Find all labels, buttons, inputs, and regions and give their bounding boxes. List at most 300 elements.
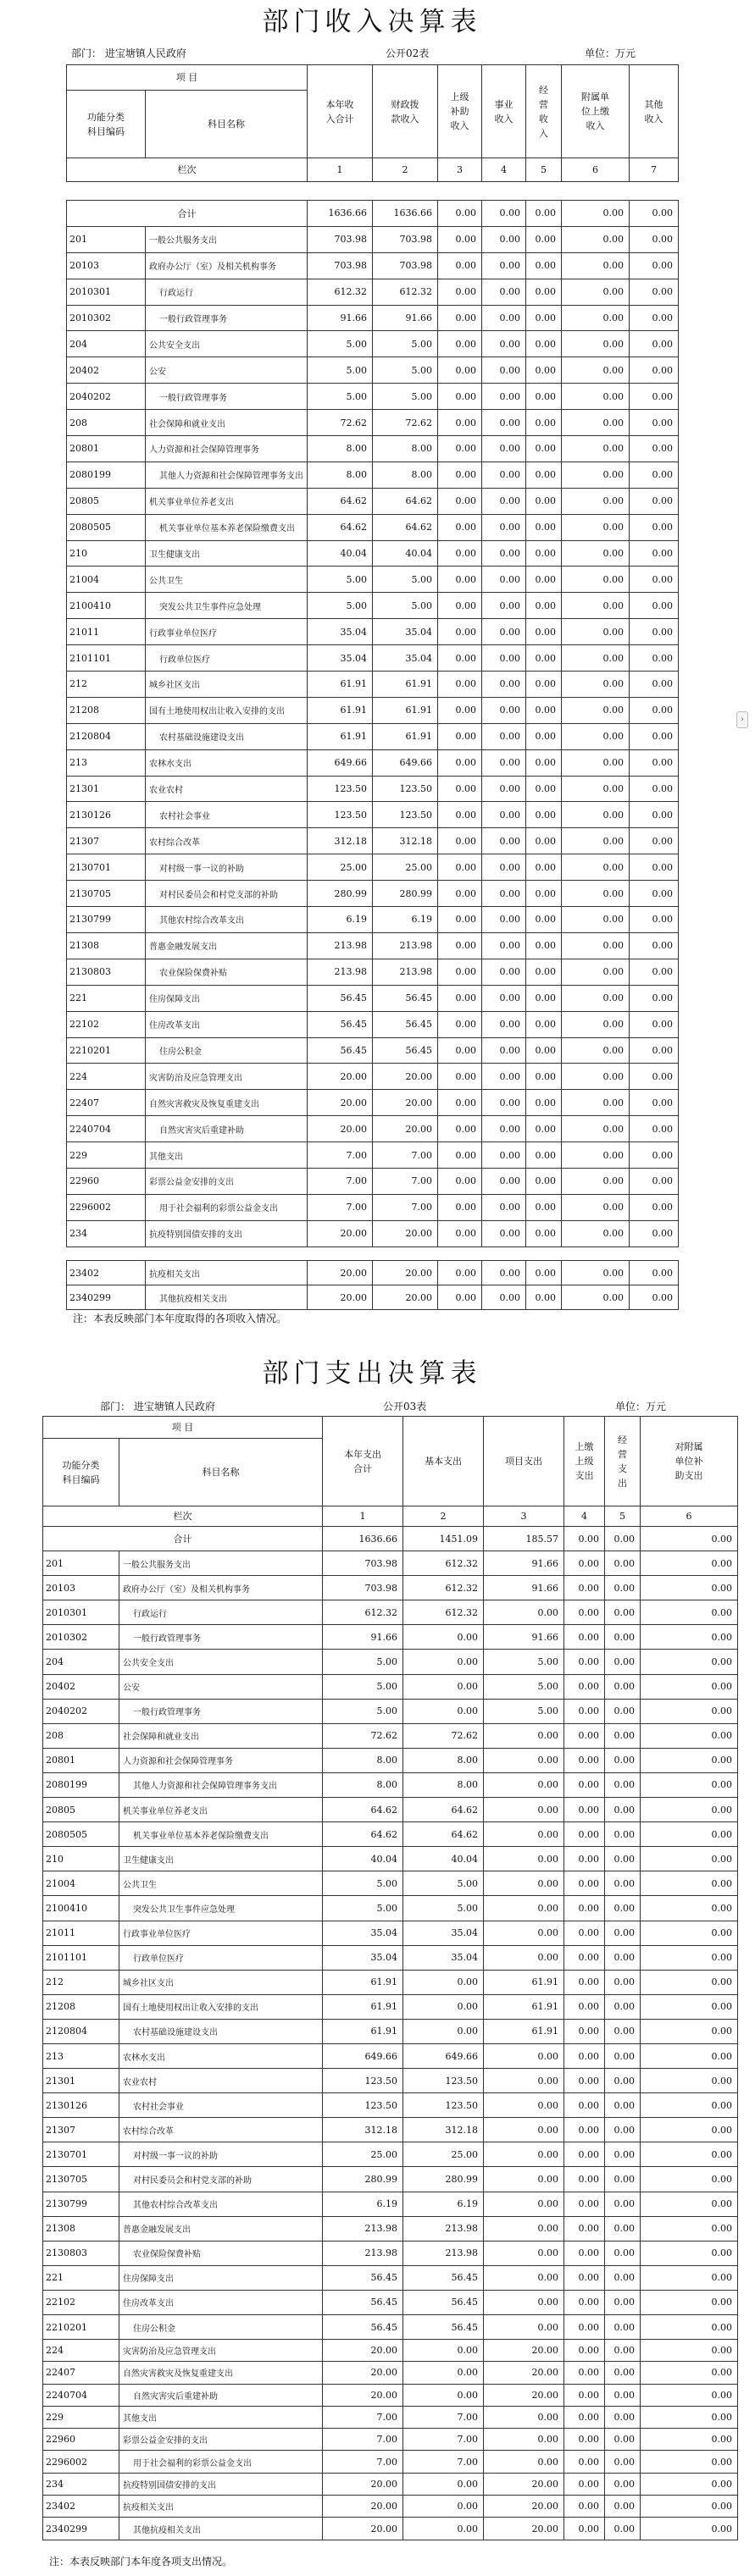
table-cell: 0.00 (484, 2192, 564, 2216)
table-cell: 0.00 (562, 619, 630, 645)
table-cell: 0.00 (482, 331, 526, 357)
table-cell: 5.00 (308, 593, 373, 619)
table-cell: 64.62 (373, 488, 438, 514)
income-col-num: 4 (482, 158, 526, 182)
table-cell: 0.00 (438, 201, 482, 227)
table-cell: 政府办公厅（室）及相关机构事务 (119, 1576, 323, 1600)
side-scroll-icon[interactable]: › (736, 711, 748, 728)
table-cell: 234 (67, 1220, 146, 1247)
table-cell: 0.00 (641, 2340, 738, 2362)
table-cell: 0.00 (438, 1064, 482, 1090)
table-cell: 0.00 (605, 2315, 641, 2340)
table-cell: 649.66 (373, 749, 438, 776)
table-cell: 0.00 (630, 776, 679, 802)
table-cell: 其他支出 (146, 1142, 308, 1169)
table-cell: 91.66 (484, 1551, 564, 1576)
table-cell: 6.19 (323, 2192, 403, 2216)
table-cell: 5.00 (308, 567, 373, 593)
table-cell: 0.00 (630, 697, 679, 723)
table-cell: 0.00 (564, 2216, 605, 2241)
table-cell: 0.00 (438, 1116, 482, 1142)
table-cell: 0.00 (562, 384, 630, 410)
table-cell: 123.50 (373, 776, 438, 802)
table-cell: 0.00 (630, 593, 679, 619)
table-cell: 40.04 (323, 1847, 403, 1871)
table-cell: 0.00 (641, 2265, 738, 2290)
table-cell: 22407 (67, 1090, 146, 1116)
table-cell: 0.00 (564, 1674, 605, 1699)
table-cell: 自然灾害灾后重建补助 (119, 2384, 323, 2406)
table-cell: 0.00 (562, 985, 630, 1011)
table-cell: 123.50 (323, 2093, 403, 2118)
table-cell: 213.98 (323, 2241, 403, 2265)
table-cell: 0.00 (564, 2043, 605, 2068)
table-cell: 0.00 (641, 1921, 738, 1945)
table-cell: 0.00 (630, 1037, 679, 1064)
table-cell: 2010302 (43, 1625, 119, 1650)
table-cell: 0.00 (438, 1090, 482, 1116)
table-cell: 2130799 (67, 907, 146, 933)
table-cell: 21308 (67, 932, 146, 959)
table-cell: 公安 (119, 1674, 323, 1699)
table-cell: 123.50 (323, 2069, 403, 2093)
table-cell: 其他支出 (119, 2406, 323, 2428)
table-row (43, 2216, 738, 2241)
table-cell: 0.00 (641, 2167, 738, 2192)
table-cell: 0.00 (641, 1798, 738, 1822)
table-cell: 0.00 (641, 1723, 738, 1748)
table-cell: 0.00 (562, 645, 630, 672)
table-cell: 61.91 (308, 672, 373, 698)
table-cell: 0.00 (630, 985, 679, 1011)
income-unit: 单位：万元 (585, 47, 636, 59)
table-cell: 0.00 (526, 1142, 562, 1169)
table-cell: 21004 (43, 1871, 119, 1896)
table-cell: 0.00 (526, 384, 562, 410)
table-cell: 对村级一事一议的补助 (146, 854, 308, 881)
table-cell: 0.00 (605, 1699, 641, 1723)
table-cell: 0.00 (564, 2340, 605, 2362)
table-cell: 0.00 (641, 1674, 738, 1699)
table-cell: 0.00 (564, 2241, 605, 2265)
table-cell: 抗疫特别国债安排的支出 (146, 1220, 308, 1247)
table-row (43, 2118, 738, 2142)
table-cell: 0.00 (438, 226, 482, 252)
table-row (43, 1699, 738, 1723)
table-cell: 0.00 (641, 1896, 738, 1921)
table-row (43, 2290, 738, 2314)
table-cell: 8.00 (308, 462, 373, 488)
expense-note: 注：本表反映部门本年度各项支出情况。 (49, 2556, 233, 2568)
table-cell: 0.00 (482, 1220, 526, 1247)
table-cell: 280.99 (403, 2167, 484, 2192)
table-cell: 2100410 (43, 1896, 119, 1921)
table-row (67, 985, 679, 1011)
table-cell: 0.00 (484, 1945, 564, 1970)
table-cell: 0.00 (641, 1625, 738, 1650)
income-col-header: 本年收 入合计 (308, 65, 373, 158)
table-cell: 政府办公厅（室）及相关机构事务 (146, 252, 308, 279)
table-cell: 0.00 (438, 907, 482, 933)
table-row (67, 932, 679, 959)
table-cell: 213.98 (308, 932, 373, 959)
table-cell: 7.00 (403, 2406, 484, 2428)
table-cell: 0.00 (564, 2290, 605, 2314)
table-cell: 0.00 (526, 828, 562, 854)
table-cell: 0.00 (526, 619, 562, 645)
income-col-num: 5 (526, 158, 562, 182)
income-form-no: 公开02表 (386, 47, 430, 59)
table-cell: 20.00 (484, 2473, 564, 2495)
table-cell: 40.04 (403, 1847, 484, 1871)
table-row (43, 2496, 738, 2518)
table-row (43, 1970, 738, 1994)
table-cell: 0.00 (562, 567, 630, 593)
table-cell: 0.00 (641, 2429, 738, 2451)
table-cell: 其他农村综合改革支出 (119, 2192, 323, 2216)
table-cell: 5.00 (323, 1674, 403, 1699)
table-cell: 普惠金融发展支出 (119, 2216, 323, 2241)
table-cell: 0.00 (564, 2019, 605, 2043)
table-cell: 住房公积金 (119, 2315, 323, 2340)
table-cell: 2080505 (43, 1822, 119, 1847)
table-cell: 21307 (43, 2118, 119, 2142)
table-cell: 0.00 (564, 1798, 605, 1822)
table-cell: 对村民委员会和村党支部的补助 (119, 2167, 323, 2192)
table-cell: 0.00 (605, 2406, 641, 2428)
table-cell: 0.00 (484, 2142, 564, 2167)
table-cell: 0.00 (526, 749, 562, 776)
table-cell: 其他抗疫相关支出 (119, 2518, 323, 2540)
table-cell: 0.00 (438, 514, 482, 540)
expense-body-table-2 (42, 2339, 738, 2540)
table-cell: 0.00 (564, 2473, 605, 2495)
table-cell: 23402 (43, 2496, 119, 2518)
table-cell: 5.00 (323, 1699, 403, 1723)
table-cell: 8.00 (403, 1748, 484, 1772)
table-cell: 7.00 (323, 2406, 403, 2428)
table-cell: 0.00 (641, 1871, 738, 1896)
table-cell: 0.00 (403, 2496, 484, 2518)
table-row (43, 1723, 738, 1748)
table-cell: 5.00 (373, 384, 438, 410)
table-cell: 612.32 (308, 279, 373, 305)
table-cell: 0.00 (482, 776, 526, 802)
table-cell: 住房改革支出 (146, 1011, 308, 1037)
table-cell: 224 (43, 2340, 119, 2362)
table-cell: 0.00 (484, 2118, 564, 2142)
table-cell: 8.00 (308, 436, 373, 462)
table-cell: 0.00 (438, 384, 482, 410)
table-cell: 住房保障支出 (119, 2265, 323, 2290)
table-cell: 0.00 (482, 279, 526, 305)
table-cell: 合计 (67, 201, 308, 227)
table-cell: 0.00 (630, 1220, 679, 1247)
table-cell: 0.00 (605, 1921, 641, 1945)
table-cell: 0.00 (630, 462, 679, 488)
table-cell: 0.00 (526, 959, 562, 985)
table-cell: 0.00 (482, 619, 526, 645)
table-cell: 0.00 (605, 2241, 641, 2265)
table-cell: 机关事业单位养老支出 (146, 488, 308, 514)
table-cell: 280.99 (373, 881, 438, 907)
expense-col-header: 对附属 单位补 助支出 (641, 1417, 738, 1506)
table-cell: 6.19 (308, 907, 373, 933)
table-cell: 20402 (67, 357, 146, 384)
table-cell: 25.00 (403, 2142, 484, 2167)
table-row (43, 2265, 738, 2290)
table-cell: 0.00 (605, 2118, 641, 2142)
table-cell: 22960 (67, 1168, 146, 1194)
table-cell: 0.00 (438, 985, 482, 1011)
table-row (67, 802, 679, 828)
income-dept: 部门： 进宝塘镇人民政府 (71, 47, 186, 59)
table-cell: 0.00 (526, 854, 562, 881)
table-cell: 0.00 (605, 1748, 641, 1772)
expense-code-header: 功能分类 科目编码 (43, 1439, 119, 1506)
table-row (67, 540, 679, 567)
table-cell: 20.00 (308, 1090, 373, 1116)
table-cell: 0.00 (641, 2451, 738, 2473)
table-row (43, 1847, 738, 1871)
table-cell: 0.00 (438, 959, 482, 985)
table-cell: 0.00 (484, 2167, 564, 2192)
table-cell: 0.00 (526, 252, 562, 279)
table-cell: 0.00 (482, 802, 526, 828)
table-row (43, 1650, 738, 1674)
table-cell: 0.00 (526, 357, 562, 384)
table-row (43, 1772, 738, 1797)
table-cell: 农村基础设施建设支出 (119, 2019, 323, 2043)
table-row (67, 279, 679, 305)
table-cell: 0.00 (605, 2451, 641, 2473)
table-cell: 20805 (67, 488, 146, 514)
table-cell: 612.32 (323, 1600, 403, 1625)
table-cell: 公安 (146, 357, 308, 384)
table-cell: 56.45 (308, 1037, 373, 1064)
table-cell: 0.00 (564, 1772, 605, 1797)
table-cell: 0.00 (526, 697, 562, 723)
table-cell: 0.00 (562, 1261, 630, 1285)
table-row (67, 436, 679, 462)
table-cell: 2010302 (67, 305, 146, 331)
table-cell: 0.00 (562, 1064, 630, 1090)
table-cell: 64.62 (323, 1798, 403, 1822)
table-row (43, 2167, 738, 2192)
table-cell: 0.00 (562, 410, 630, 436)
table-cell: 0.00 (564, 2192, 605, 2216)
table-cell: 703.98 (323, 1576, 403, 1600)
table-cell: 0.00 (564, 2142, 605, 2167)
table-row (43, 2362, 738, 2384)
table-cell: 普惠金融发展支出 (146, 932, 308, 959)
table-cell: 1451.09 (403, 1527, 484, 1551)
table-cell: 0.00 (482, 645, 526, 672)
table-row (67, 828, 679, 854)
income-body-table (66, 200, 679, 1247)
table-cell: 0.00 (526, 672, 562, 698)
table-cell: 农村基础设施建设支出 (146, 723, 308, 749)
table-cell: 91.66 (484, 1576, 564, 1600)
expense-col-header: 经 营 支 出 (605, 1417, 641, 1506)
income-col-header: 事业 收入 (482, 65, 526, 158)
table-cell: 224 (67, 1064, 146, 1090)
table-row (43, 2429, 738, 2451)
table-cell: 23402 (67, 1261, 146, 1285)
table-cell: 0.00 (605, 2093, 641, 2118)
table-cell: 农业农村 (146, 776, 308, 802)
table-cell: 7.00 (373, 1194, 438, 1220)
table-cell: 25.00 (373, 854, 438, 881)
table-cell: 20805 (43, 1798, 119, 1822)
table-cell: 0.00 (605, 2019, 641, 2043)
table-cell: 0.00 (630, 1011, 679, 1037)
total-row (67, 201, 679, 227)
table-cell: 0.00 (564, 1822, 605, 1847)
table-cell: 2296002 (43, 2451, 119, 2473)
table-cell: 0.00 (630, 436, 679, 462)
table-cell: 20.00 (323, 2384, 403, 2406)
table-cell: 21301 (67, 776, 146, 802)
table-cell: 住房改革支出 (119, 2290, 323, 2314)
table-cell: 2340299 (43, 2518, 119, 2540)
table-cell: 0.00 (562, 252, 630, 279)
table-cell: 123.50 (403, 2093, 484, 2118)
table-cell: 0.00 (641, 2496, 738, 2518)
table-cell: 0.00 (403, 2340, 484, 2362)
table-cell: 0.00 (482, 384, 526, 410)
table-cell: 卫生健康支出 (119, 1847, 323, 1871)
table-cell: 56.45 (308, 1011, 373, 1037)
table-cell: 0.00 (641, 1970, 738, 1994)
table-cell: 56.45 (373, 1011, 438, 1037)
table-row (43, 2241, 738, 2265)
table-cell: 21004 (67, 567, 146, 593)
income-header-table (66, 64, 679, 182)
table-cell: 649.66 (308, 749, 373, 776)
table-cell: 0.00 (564, 1994, 605, 2019)
table-cell: 0.00 (630, 672, 679, 698)
table-cell: 0.00 (630, 201, 679, 227)
table-cell: 91.66 (308, 305, 373, 331)
table-cell: 0.00 (484, 1871, 564, 1896)
table-cell: 61.91 (308, 697, 373, 723)
table-cell: 一般行政管理事务 (146, 305, 308, 331)
table-cell: 0.00 (562, 776, 630, 802)
table-cell: 0.00 (562, 828, 630, 854)
table-cell: 0.00 (630, 384, 679, 410)
table-cell: 1636.66 (308, 201, 373, 227)
table-cell: 0.00 (438, 932, 482, 959)
table-cell: 0.00 (526, 1064, 562, 1090)
table-row (67, 619, 679, 645)
table-cell: 0.00 (482, 252, 526, 279)
table-cell: 213.98 (373, 959, 438, 985)
table-cell: 0.00 (438, 357, 482, 384)
table-cell: 35.04 (323, 1945, 403, 1970)
table-cell: 35.04 (308, 619, 373, 645)
table-cell: 2080199 (43, 1772, 119, 1797)
table-row (67, 1116, 679, 1142)
table-cell: 61.91 (484, 2019, 564, 2043)
table-cell: 21308 (43, 2216, 119, 2241)
table-cell: 0.00 (641, 2406, 738, 2428)
table-cell: 5.00 (373, 567, 438, 593)
table-cell: 突发公共卫生事件应急处理 (146, 593, 308, 619)
table-cell: 0.00 (482, 436, 526, 462)
table-cell: 0.00 (403, 1970, 484, 1994)
table-cell: 0.00 (564, 1871, 605, 1896)
table-cell: 机关事业单位养老支出 (119, 1798, 323, 1822)
table-row (67, 1194, 679, 1220)
table-cell: 56.45 (373, 985, 438, 1011)
table-cell: 0.00 (630, 907, 679, 933)
table-cell: 0.00 (438, 749, 482, 776)
table-cell: 56.45 (403, 2265, 484, 2290)
table-cell: 5.00 (308, 331, 373, 357)
table-cell: 2130701 (43, 2142, 119, 2167)
table-cell: 0.00 (630, 1261, 679, 1285)
table-cell: 0.00 (438, 672, 482, 698)
table-cell: 自然灾害灾后重建补助 (146, 1116, 308, 1142)
table-cell: 208 (43, 1723, 119, 1748)
table-cell: 0.00 (605, 1600, 641, 1625)
expense-row-label: 栏次 (43, 1506, 323, 1527)
table-cell: 0.00 (562, 1037, 630, 1064)
table-cell: 20.00 (323, 2340, 403, 2362)
table-cell: 0.00 (564, 2451, 605, 2473)
table-cell: 21011 (43, 1921, 119, 1945)
table-cell: 0.00 (641, 1994, 738, 2019)
table-cell: 0.00 (564, 2406, 605, 2428)
expense-project-header: 项 目 (43, 1417, 323, 1439)
table-cell: 0.00 (438, 619, 482, 645)
table-cell: 行政单位医疗 (119, 1945, 323, 1970)
table-cell: 0.00 (562, 1194, 630, 1220)
expense-col-header: 上缴 上级 支出 (564, 1417, 605, 1506)
table-cell: 213 (67, 749, 146, 776)
table-cell: 0.00 (641, 1699, 738, 1723)
table-cell: 35.04 (403, 1921, 484, 1945)
table-cell: 0.00 (526, 540, 562, 567)
table-row (67, 749, 679, 776)
table-cell: 61.91 (373, 723, 438, 749)
table-cell: 312.18 (308, 828, 373, 854)
table-cell: 61.91 (323, 1970, 403, 1994)
table-cell: 0.00 (562, 593, 630, 619)
table-cell: 22407 (43, 2362, 119, 2384)
table-cell: 0.00 (641, 1551, 738, 1576)
table-cell: 0.00 (526, 802, 562, 828)
table-cell: 5.00 (403, 1896, 484, 1921)
table-cell: 农业农村 (119, 2069, 323, 2093)
table-cell: 0.00 (484, 2315, 564, 2340)
table-cell: 0.00 (641, 2518, 738, 2540)
table-cell: 0.00 (564, 1896, 605, 1921)
table-cell: 7.00 (308, 1168, 373, 1194)
table-cell: 5.00 (373, 357, 438, 384)
table-row (67, 1090, 679, 1116)
table-cell: 0.00 (482, 226, 526, 252)
income-col-header: 上级 补助 收入 (438, 65, 482, 158)
table-cell: 20.00 (323, 2362, 403, 2384)
table-cell: 0.00 (564, 2167, 605, 2192)
table-cell: 0.00 (630, 279, 679, 305)
table-row (43, 2315, 738, 2340)
table-cell: 20801 (43, 1748, 119, 1772)
table-cell: 2130803 (67, 959, 146, 985)
table-cell: 2210201 (43, 2315, 119, 2340)
